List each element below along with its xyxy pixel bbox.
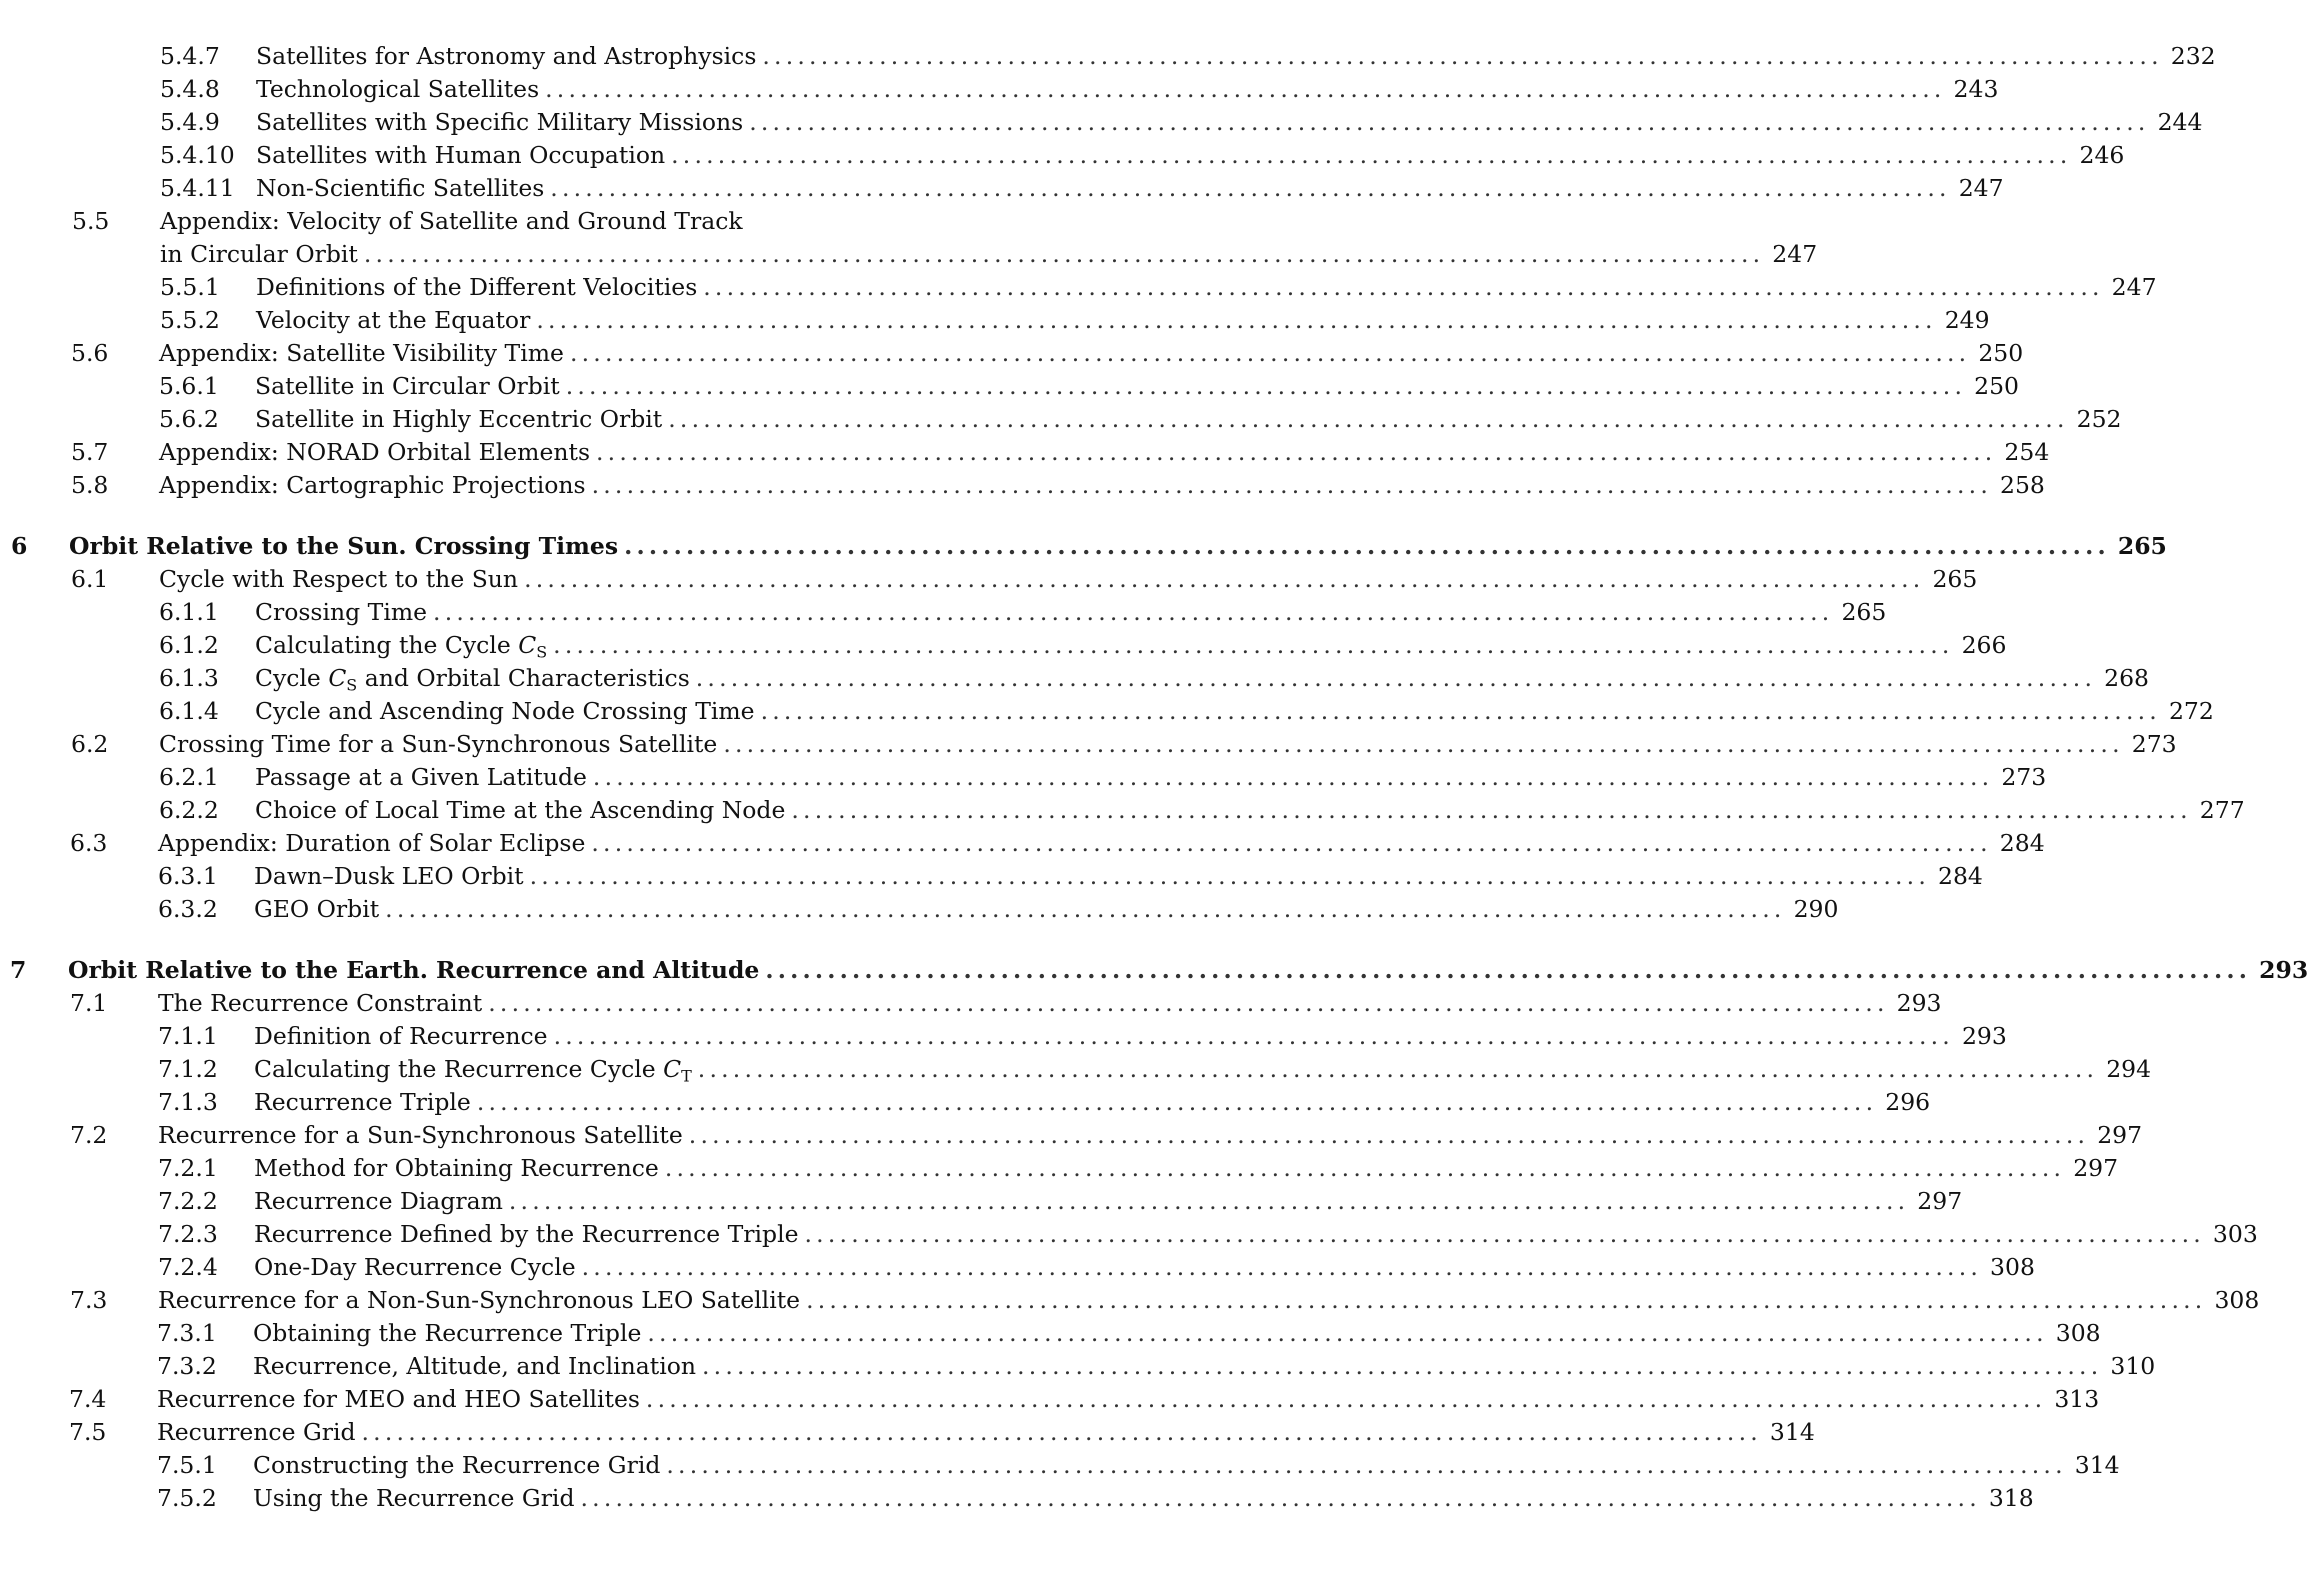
math-symbol: C — [328, 664, 347, 692]
dot-leader: ........................................................................................................................ — [569, 339, 1971, 367]
toc-entry[interactable] — [159, 337, 2024, 369]
entry-title — [256, 106, 743, 138]
page-number: 303 — [2212, 1220, 2258, 1248]
dot-leader: ........................................................................................................................ — [553, 1022, 1954, 1050]
dot-leader: ........................................................................................................................ — [550, 174, 1951, 202]
dot-leader: ........................................................................................................................ — [804, 1220, 2205, 1248]
entry-title — [253, 1482, 575, 1514]
section-number: 5.7 — [71, 438, 109, 466]
entry-title-text: Cycle with Respect to the Sun — [159, 565, 519, 593]
page-number: 265 — [2117, 532, 2167, 560]
section-number: 7.2.4 — [158, 1253, 218, 1281]
entry-title — [255, 596, 427, 628]
section-number: 7.1.3 — [158, 1088, 218, 1116]
section-number: 6.1.3 — [159, 664, 219, 692]
toc-entry[interactable] — [256, 73, 1999, 105]
entry-title-text: Method for Obtaining Recurrence — [254, 1154, 659, 1182]
dot-leader: ........................................................................................................................ — [476, 1088, 1878, 1116]
dot-leader: ........................................................................................................................ — [433, 598, 1834, 626]
entry-title — [157, 1383, 640, 1415]
entry-title-text: Orbit Relative to the Sun. Crossing Times — [69, 532, 619, 560]
entry-title-text: Choice of Local Time at the Ascending Node — [255, 796, 786, 824]
math-subscript: T — [681, 1066, 692, 1086]
entry-title-text: GEO Orbit — [254, 895, 380, 923]
entry-title — [253, 1449, 660, 1481]
entry-title — [254, 1152, 659, 1184]
toc-entry[interactable] — [157, 1383, 2100, 1415]
toc-entry[interactable] — [255, 662, 2150, 695]
page-number: 296 — [1885, 1088, 1931, 1116]
math-subscript: S — [536, 642, 548, 662]
section-number: 7.1.2 — [158, 1055, 218, 1083]
section-number: 7.5 — [69, 1418, 107, 1446]
entry-title — [253, 1350, 696, 1382]
entry-title-text: Dawn–Dusk LEO Orbit — [254, 862, 524, 890]
dot-leader: ........................................................................................................................ — [703, 273, 2104, 301]
page-number: 308 — [1990, 1253, 2035, 1281]
section-number: 5.6.1 — [159, 372, 219, 400]
toc-entry[interactable] — [255, 794, 2245, 826]
toc-entry-line1 — [160, 205, 934, 237]
math-subscript: S — [346, 675, 358, 695]
entry-title-text: Recurrence for a Sun-Synchronous Satellite — [158, 1121, 683, 1149]
toc-entry[interactable] — [254, 1185, 1963, 1217]
section-number: 5.4.11 — [160, 174, 235, 202]
section-number: 6.1.4 — [159, 697, 219, 725]
toc-entry[interactable] — [254, 1053, 2152, 1086]
entry-title-text: Definitions of the Different Velocities — [256, 273, 698, 301]
page-number: 265 — [1841, 598, 1887, 626]
section-number: 5.4.8 — [160, 75, 220, 103]
entry-title-text: Satellites with Human Occupation — [256, 141, 666, 169]
section-number: 7.2.2 — [158, 1187, 218, 1215]
toc-entry[interactable] — [255, 403, 2122, 435]
entry-title — [254, 1218, 799, 1250]
toc-entry[interactable] — [253, 1482, 2034, 1514]
dot-leader: ........................................................................................................................ — [765, 956, 2252, 984]
toc-entry[interactable] — [253, 1317, 2101, 1349]
page-number: 273 — [2131, 730, 2177, 758]
dot-leader: ........................................................................................................................ — [671, 141, 2072, 169]
section-number: 5.5.2 — [160, 306, 220, 334]
dot-leader: ........................................................................................................................ — [647, 1319, 2048, 1347]
entry-title — [256, 139, 665, 171]
entry-title — [255, 662, 690, 694]
toc-entry[interactable] — [254, 860, 1983, 892]
entry-title — [69, 530, 618, 562]
section-number: 6.1.2 — [159, 631, 219, 659]
toc-entry[interactable] — [256, 139, 2125, 171]
page-number: 297 — [2073, 1154, 2119, 1182]
entry-title-text: Constructing the Recurrence Grid — [253, 1451, 661, 1479]
dot-leader: ........................................................................................................................ — [553, 631, 1954, 659]
toc-entry[interactable] — [158, 1119, 2143, 1151]
entry-title-text: Satellites for Astronomy and Astrophysics — [256, 42, 757, 70]
toc-entry[interactable] — [256, 271, 2157, 303]
page-number: 314 — [2074, 1451, 2120, 1479]
entry-title — [256, 73, 539, 105]
entry-title — [253, 1317, 641, 1349]
entry-title-text: Calculating the Recurrence Cycle — [254, 1055, 664, 1083]
page-number: 293 — [1896, 989, 1942, 1017]
page-number: 290 — [1793, 895, 1839, 923]
entry-title-text: Recurrence for MEO and HEO Satellites — [157, 1385, 640, 1413]
toc-entry[interactable] — [254, 1218, 2258, 1250]
entry-title — [254, 1251, 576, 1283]
entry-title — [255, 403, 662, 435]
page-number: 246 — [2079, 141, 2125, 169]
entry-title-text: Recurrence Grid — [157, 1418, 356, 1446]
toc-chapter-entry[interactable] — [68, 954, 2308, 986]
entry-title — [158, 827, 585, 859]
toc-entry[interactable] — [256, 40, 2216, 72]
page-number: 294 — [2106, 1055, 2152, 1083]
dot-leader: ........................................................................................................................ — [580, 1484, 1981, 1512]
page-number: 313 — [2054, 1385, 2100, 1413]
entry-title — [256, 172, 544, 204]
entry-title-text: Definition of Recurrence — [254, 1022, 548, 1050]
dot-leader: ........................................................................................................................ — [624, 532, 2110, 560]
section-number: 6.1 — [71, 565, 109, 593]
entry-title-text: Passage at a Given Latitude — [255, 763, 587, 791]
entry-title-text: Orbit Relative to the Earth. Recurrence and Altitude — [68, 956, 760, 984]
section-number: 7.5.2 — [157, 1484, 217, 1512]
toc-entry[interactable] — [256, 172, 2004, 204]
entry-title-text: Appendix: Cartographic Projections — [159, 471, 586, 499]
dot-leader: ........................................................................................................................ — [591, 829, 1992, 857]
entry-title-text: Crossing Time — [255, 598, 428, 626]
dot-leader: ........................................................................................................................ — [592, 763, 1994, 791]
entry-title-text: Obtaining the Recurrence Triple — [253, 1319, 642, 1347]
entry-title-text: Non-Scientific Satellites — [256, 174, 545, 202]
page-number: 273 — [2001, 763, 2047, 791]
dot-leader: ........................................................................................................................ — [596, 438, 1997, 466]
section-number: 7.2.3 — [158, 1220, 218, 1248]
entry-title — [158, 1284, 800, 1316]
toc-entry[interactable] — [157, 1416, 1815, 1448]
dot-leader: ........................................................................................................................ — [668, 405, 2069, 433]
chapter-number: 6 — [11, 532, 28, 560]
page-number: 266 — [1961, 631, 2007, 659]
page-number: 277 — [2199, 796, 2245, 824]
toc-chapter-entry[interactable] — [69, 530, 2167, 562]
entry-title — [158, 1119, 683, 1151]
entry-title-continued: in Circular Orbit — [160, 240, 358, 268]
entry-title-text: Crossing Time for a Sun-Synchronous Satellite — [159, 730, 718, 758]
entry-title — [256, 40, 756, 72]
page-number: 265 — [1932, 565, 1978, 593]
toc-entry[interactable] — [255, 596, 1887, 628]
entry-title-text: Recurrence Triple — [254, 1088, 471, 1116]
section-number: 7.1 — [70, 989, 108, 1017]
entry-title-text: Calculating the Cycle — [255, 631, 519, 659]
toc-entry[interactable] — [254, 1152, 2119, 1184]
page-number: 293 — [1961, 1022, 2007, 1050]
page-number: 244 — [2157, 108, 2203, 136]
entry-title — [254, 1053, 692, 1085]
page-number: 293 — [2259, 956, 2308, 984]
entry-title — [158, 987, 482, 1019]
dot-leader: ........................................................................................................................ — [791, 796, 2192, 824]
entry-title-text: Technological Satellites — [256, 75, 540, 103]
entry-title-text: Appendix: Duration of Solar Eclipse — [158, 829, 586, 857]
section-number: 5.8 — [71, 471, 109, 499]
section-number: 6.3.2 — [158, 895, 218, 923]
entry-title — [255, 761, 587, 793]
dot-leader: ........................................................................................................................ — [697, 1055, 2099, 1083]
entry-title-text: Appendix: NORAD Orbital Elements — [159, 438, 591, 466]
entry-title — [254, 1020, 548, 1052]
section-number: 7.2 — [70, 1121, 108, 1149]
entry-title — [255, 629, 547, 661]
entry-title-text: Recurrence, Altitude, and Inclination — [253, 1352, 696, 1380]
dot-leader: ........................................................................................................................ — [565, 372, 1967, 400]
toc-entry[interactable] — [254, 893, 1839, 925]
page-number: 232 — [2170, 42, 2216, 70]
page-number: 247 — [1958, 174, 2004, 202]
entry-title-text: Appendix: Satellite Visibility Time — [159, 339, 564, 367]
toc-entry[interactable] — [254, 1251, 2035, 1283]
entry-title-text: Velocity at the Equator — [256, 306, 531, 334]
dot-leader: ........................................................................................................................ — [529, 862, 1931, 890]
page-number: 254 — [2004, 438, 2050, 466]
toc-entry[interactable] — [158, 987, 1942, 1019]
page-number: 272 — [2168, 697, 2214, 725]
dot-leader: ........................................................................................................................ — [524, 565, 1925, 593]
entry-title-text: Recurrence for a Non-Sun-Synchronous LEO Satellite — [158, 1286, 801, 1314]
page-number: 247 — [2111, 273, 2157, 301]
toc-entry[interactable] — [159, 563, 1978, 595]
toc-entry[interactable] — [256, 106, 2203, 138]
dot-leader: ........................................................................................................................ — [536, 306, 1937, 334]
section-number: 7.4 — [69, 1385, 107, 1413]
toc-entry[interactable] — [159, 728, 2177, 760]
toc-entry[interactable] — [255, 761, 2047, 793]
entry-title-text: Cycle and Ascending Node Crossing Time — [255, 697, 755, 725]
page-number: 308 — [2214, 1286, 2260, 1314]
dot-leader: ........................................................................................................................ — [488, 989, 1889, 1017]
dot-leader: ........................................................................................................................ — [508, 1187, 1910, 1215]
dot-leader: ........................................................................................................................ — [688, 1121, 2090, 1149]
dot-leader: ........................................................................................................................ — [702, 1352, 2103, 1380]
section-number: 5.6 — [71, 339, 109, 367]
page-number: 243 — [1953, 75, 1999, 103]
section-number: 6.2 — [71, 730, 109, 758]
entry-title-text: Satellites with Specific Military Missions — [256, 108, 744, 136]
dot-leader: ........................................................................................................................ — [385, 895, 1786, 923]
toc-entry[interactable] — [254, 1086, 1931, 1118]
toc-entry[interactable] — [255, 695, 2214, 727]
dot-leader: ........................................................................................................................ — [361, 1418, 1762, 1446]
entry-title — [255, 695, 755, 727]
dot-leader: ........................................................................................................................ — [723, 730, 2124, 758]
entry-title — [255, 794, 785, 826]
entry-title — [159, 469, 586, 501]
entry-title-text: Recurrence Diagram — [254, 1187, 503, 1215]
dot-leader: ........................................................................................................................ — [645, 1385, 2047, 1413]
entry-title — [159, 337, 564, 369]
toc-entry[interactable] — [255, 629, 2007, 662]
dot-leader: ........................................................................................................................ — [591, 471, 1992, 499]
page-number: 308 — [2055, 1319, 2101, 1347]
page-number: 284 — [1938, 862, 1983, 890]
page-number: 247 — [1772, 240, 1818, 268]
section-number: 7.5.1 — [157, 1451, 217, 1479]
entry-title-after: and Orbital Characteristics — [357, 664, 690, 692]
toc-entry[interactable] — [254, 1020, 2007, 1052]
entry-title — [255, 370, 560, 402]
entry-title-text: Satellite in Circular Orbit — [255, 372, 560, 400]
page-number: 258 — [2000, 471, 2045, 499]
toc-entry[interactable] — [160, 238, 1818, 270]
dot-leader: ........................................................................................................................ — [666, 1451, 2067, 1479]
math-symbol: C — [663, 1055, 682, 1083]
page-number: 250 — [1974, 372, 2019, 400]
entry-title-text: Using the Recurrence Grid — [253, 1484, 575, 1512]
entry-title — [254, 893, 379, 925]
entry-title-text: The Recurrence Constraint — [158, 989, 483, 1017]
entry-title — [157, 1416, 356, 1448]
dot-leader: ........................................................................................................................ — [545, 75, 1946, 103]
dot-leader: ........................................................................................................................ — [749, 108, 2150, 136]
toc-entry[interactable] — [253, 1449, 2120, 1481]
section-number: 6.3.1 — [158, 862, 218, 890]
section-number: 6.2.1 — [159, 763, 219, 791]
section-number: 7.3.2 — [157, 1352, 217, 1380]
section-number: 5.4.9 — [160, 108, 220, 136]
entry-title — [159, 436, 590, 468]
page-number: 297 — [2097, 1121, 2143, 1149]
page-number: 250 — [1978, 339, 2024, 367]
entry-title — [254, 1086, 471, 1118]
dot-leader: ........................................................................................................................ — [806, 1286, 2207, 1314]
math-symbol: C — [518, 631, 537, 659]
page-number: 314 — [1769, 1418, 1815, 1446]
section-number: 5.5.1 — [160, 273, 220, 301]
section-number: 6.2.2 — [159, 796, 219, 824]
entry-title — [254, 860, 524, 892]
dot-leader: ........................................................................................................................ — [760, 697, 2161, 725]
section-number: 7.1.1 — [158, 1022, 218, 1050]
entry-title — [159, 728, 717, 760]
section-number: 5.6.2 — [159, 405, 219, 433]
dot-leader: ........................................................................................................................ — [695, 664, 2097, 692]
dot-leader: ........................................................................................................................ — [762, 42, 2163, 70]
page-number: 284 — [1999, 829, 2045, 857]
section-number: 5.4.7 — [160, 42, 220, 70]
entry-title — [256, 304, 530, 336]
page-number: 297 — [1917, 1187, 1963, 1215]
section-number: 7.3.1 — [157, 1319, 217, 1347]
section-number: 5.5 — [72, 207, 110, 235]
entry-title — [68, 954, 759, 986]
dot-leader: ........................................................................................................................ — [664, 1154, 2066, 1182]
entry-title — [256, 271, 697, 303]
entry-title-text: Cycle — [255, 664, 329, 692]
page-number: 252 — [2076, 405, 2122, 433]
toc-entry[interactable] — [159, 436, 2050, 468]
toc-entry[interactable] — [158, 827, 2045, 859]
toc-entry[interactable] — [159, 469, 2045, 501]
section-number: 6.1.1 — [159, 598, 219, 626]
dot-leader: ........................................................................................................................ — [363, 240, 1765, 268]
page-number: 249 — [1944, 306, 1990, 334]
entry-title: Appendix: Velocity of Satellite and Ground Track — [160, 207, 743, 235]
toc-entry[interactable] — [253, 1350, 2156, 1382]
entry-title — [254, 1185, 503, 1217]
toc-entry[interactable] — [158, 1284, 2260, 1316]
section-number: 5.4.10 — [160, 141, 235, 169]
page-number: 310 — [2110, 1352, 2156, 1380]
entry-title-text: One-Day Recurrence Cycle — [254, 1253, 576, 1281]
page-number: 318 — [1988, 1484, 2034, 1512]
toc-entry[interactable] — [256, 304, 1990, 336]
section-number: 6.3 — [70, 829, 108, 857]
toc-entry[interactable] — [255, 370, 2019, 402]
entry-title-text: Recurrence Defined by the Recurrence Triple — [254, 1220, 799, 1248]
entry-title-text: Satellite in Highly Eccentric Orbit — [255, 405, 663, 433]
page-number: 268 — [2104, 664, 2150, 692]
section-number: 7.2.1 — [158, 1154, 218, 1182]
chapter-number: 7 — [10, 956, 27, 984]
section-number: 7.3 — [70, 1286, 108, 1314]
entry-title — [159, 563, 518, 595]
dot-leader: ........................................................................................................................ — [581, 1253, 1983, 1281]
